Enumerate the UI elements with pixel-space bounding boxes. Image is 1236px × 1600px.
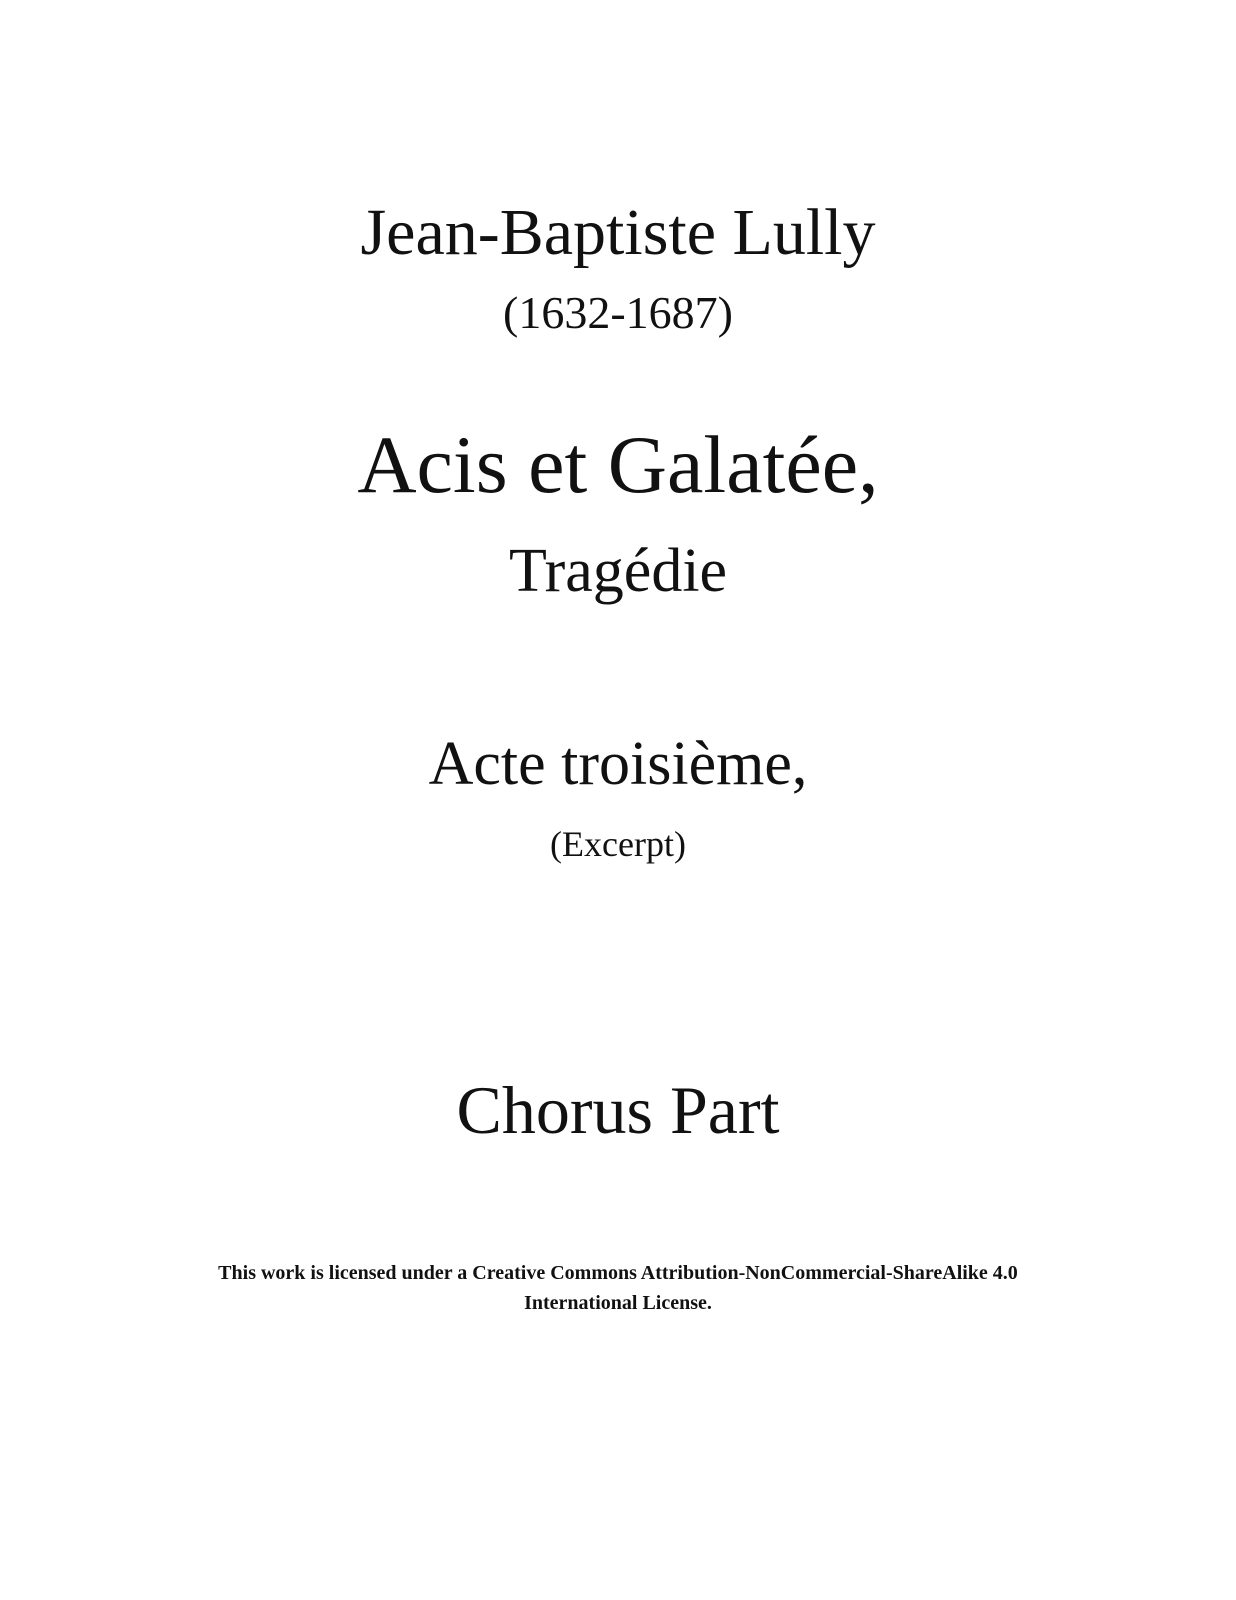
excerpt-note: (Excerpt) — [550, 824, 686, 864]
license-notice — [0, 1258, 1236, 1318]
composer-dates: (1632-1687) — [503, 287, 733, 338]
work-title: Acis et Galatée, — [357, 419, 879, 510]
work-subtitle: Tragédie — [508, 537, 728, 605]
license-line-1: This work is licensed under a Creative Commons Attribution-NonCommercial-ShareAlike 4.0 — [218, 1262, 1018, 1284]
act-heading: Acte troisième, — [428, 730, 808, 798]
part-name: Chorus Part — [456, 1072, 780, 1148]
license-line-2: International License. — [524, 1292, 712, 1314]
composer-name: Jean-Baptiste Lully — [360, 196, 876, 269]
